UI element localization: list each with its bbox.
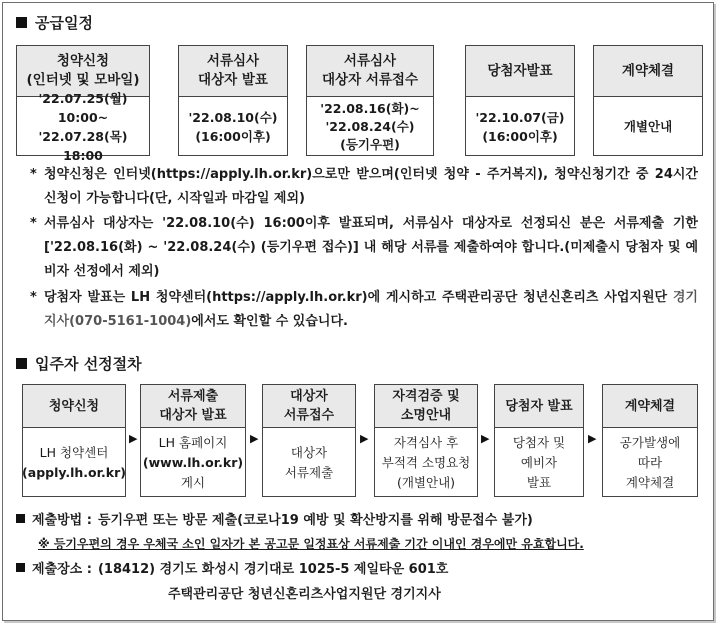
body-line: '22.08.16(화)~ [320, 100, 420, 116]
header-line: 청약신청 [48, 398, 100, 414]
schedule-box-winner-announcement [465, 45, 575, 156]
body-line: LH 청약센터 [39, 444, 109, 460]
header-line: 대상자 발표 [198, 72, 268, 88]
submission-place-address: (18412) 경기도 화성시 경기대로 1025-5 제일타운 601호 [97, 562, 449, 577]
process-box-body [603, 428, 697, 497]
body-line: 게시 [180, 474, 206, 490]
header-line: 서류접수 [283, 408, 335, 423]
body-line: 개별안내 [623, 119, 673, 134]
header-line: 당첨자발표 [487, 62, 553, 79]
note-text: 서류심사 대상자는 '22.08.10(수) 16:00이후 발표되며, 서류심사 대상자로 선정되신 분은 서류제출 기한['22.08.16(화) ~ '22.08.24(수) (등기우편 접수)] 내 해당 서류를 제출하여야 합니다.(미제출시 당첨자 및 예비자 선정에서 제외) [44, 216, 698, 279]
submission-method-note: ※ 등기우편의 경우 우체국 소인 일자가 본 공고문 일정표상 서류제출 기간 이내인 경우에만 유효합니다. [38, 537, 584, 551]
body-line: (개별안내) [396, 474, 456, 490]
body-line: '22.10.07(금) [475, 109, 565, 125]
header-line: 소명안내 [400, 408, 452, 423]
arrow-right-icon: ▶ [250, 432, 259, 445]
header-line: 대상자 서류접수 [322, 72, 418, 88]
schedule-box-application [16, 45, 150, 163]
header-line: 대상자 [290, 389, 328, 404]
header-line: 서류심사 [206, 53, 260, 69]
supply-title-text: 공급일정 [35, 14, 93, 32]
arrow-right-icon: ▶ [481, 432, 490, 445]
schedule-box-header [179, 46, 287, 97]
process-box-body [263, 428, 355, 497]
header-line: 서류제출 [167, 389, 219, 404]
process-box-header [603, 385, 697, 428]
header-line: 청약신청 [56, 53, 110, 69]
process-box-header [23, 385, 125, 428]
schedule-box-screening-announcement [178, 45, 288, 156]
note-text [30, 286, 698, 334]
selection-title-text: 입주자 선정절차 [35, 355, 142, 373]
arrow-right-icon: ▶ [588, 432, 597, 445]
header-line: 자격검증 및 [392, 389, 460, 404]
black-square-bullet-icon [16, 563, 25, 572]
arrow-right-icon: ▶ [129, 432, 138, 445]
body-line: (apply.lh.or.kr) [22, 464, 126, 480]
submission-method-label: 제출방법 : [32, 513, 92, 528]
body-line: '22.08.24(수) [325, 118, 415, 134]
body-line: 대상자 [290, 444, 328, 460]
submission-method-line [16, 509, 533, 528]
note-marker: * [30, 290, 37, 305]
supply-schedule-title [16, 12, 93, 33]
schedule-box-header [307, 46, 433, 97]
body-line: 서류제출 [284, 464, 334, 480]
note-text-part: 당첨자 발표는 LH 청약센터(https://apply.lh.or.kr)에 게시하고 주택관리공단 청년신혼리츠 사업지원단 [44, 290, 673, 305]
schedule-box-body [179, 97, 287, 156]
process-box-application [22, 384, 126, 497]
body-line: 공가발생에 [619, 434, 681, 450]
header-line: 계약체결 [624, 398, 676, 414]
note-application-online [30, 163, 698, 211]
schedule-box-body [307, 97, 433, 156]
schedule-box-body [594, 97, 702, 156]
body-line: 당첨자 및 [512, 434, 566, 450]
schedule-box-header [594, 46, 702, 97]
tenant-selection-title [16, 353, 142, 374]
note-screening-deadline [30, 212, 698, 284]
body-line: (16:00이후) [195, 128, 271, 144]
note-winner-announcement [30, 286, 698, 334]
note-text: 청약신청은 인터넷(https://apply.lh.or.kr)으로만 받으며(인터넷 청약 - 주거복지), 청약신청기간 중 24시간 신청이 가능합니다(단, 시작일과 마감일 제외) [44, 167, 698, 206]
body-line: (등기우편) [340, 136, 400, 152]
body-line: (16:00이후) [482, 128, 558, 144]
body-line: LH 홈페이지 [158, 434, 228, 450]
process-box-header [375, 385, 477, 428]
body-line: '22.08.10(수) [188, 109, 278, 125]
black-square-bullet-icon [16, 358, 27, 369]
body-line: '22.07.28(목) 18:00 [38, 128, 128, 163]
header-line: 당첨자 발표 [505, 398, 573, 414]
body-line: 따라 [637, 454, 663, 470]
submission-place-label: 제출장소 : [32, 562, 92, 577]
note-text-part: 에서도 확인할 수 있습니다. [191, 314, 348, 329]
body-line: 부적격 소명요청 [381, 454, 471, 470]
header-line: 계약체결 [621, 62, 675, 79]
body-line: 계약체결 [625, 474, 675, 490]
note-marker: * [30, 216, 37, 231]
submission-place-line [16, 558, 448, 577]
process-box-document-receipt [262, 384, 356, 497]
process-box-body [23, 428, 125, 497]
process-box-body [495, 428, 583, 497]
schedule-box-contract [593, 45, 703, 156]
submission-method-value: 등기우편 또는 방문 제출(코로나19 예방 및 확산방지를 위해 방문접수 불가) [97, 513, 533, 528]
schedule-box-body [17, 90, 149, 163]
body-line: '22.07.25(월) 10:00~ [38, 90, 128, 125]
process-box-header [141, 385, 245, 428]
process-box-winner-announcement [494, 384, 584, 497]
note-marker: * [30, 167, 37, 182]
black-square-bullet-icon [16, 17, 27, 28]
process-box-body [375, 428, 477, 497]
schedule-box-body [466, 97, 574, 156]
body-line: 발표 [526, 474, 552, 490]
black-square-bullet-icon [16, 514, 25, 523]
process-box-header [495, 385, 583, 428]
process-box-header [263, 385, 355, 428]
process-box-contract [602, 384, 698, 497]
header-line: (인터넷 및 모바일) [26, 72, 140, 88]
process-box-announcement [140, 384, 246, 497]
arrow-right-icon: ▶ [360, 432, 369, 445]
contact-phone: 경기지사(070-5161-1004) [44, 290, 698, 329]
schedule-box-document-receipt [306, 45, 434, 156]
schedule-box-header [466, 46, 574, 97]
header-line: 서류심사 [343, 53, 397, 69]
body-line: 예비자 [520, 454, 558, 470]
process-box-body [141, 428, 245, 497]
submission-place-office: 주택관리공단 청년신혼리츠사업지원단 경기지사 [168, 587, 441, 602]
header-line: 대상자 발표 [159, 408, 227, 423]
process-box-eligibility-check [374, 384, 478, 497]
body-line: 자격심사 후 [393, 434, 459, 450]
body-line: (www.lh.or.kr) [142, 454, 244, 470]
